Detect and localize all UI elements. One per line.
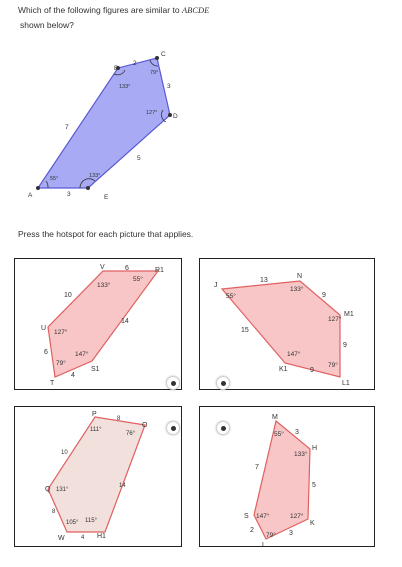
side-label: 8 <box>117 416 121 422</box>
vertex-label: D <box>173 113 178 120</box>
angle-label: 55° <box>274 431 284 438</box>
option-2-figure <box>200 259 374 389</box>
option-3-radio[interactable] <box>166 421 180 435</box>
option-1-figure <box>15 259 181 389</box>
angle-label: 127° <box>290 513 304 520</box>
side-label: 2 <box>133 60 137 67</box>
angle-label: 55° <box>226 293 236 300</box>
angle-label: 133° <box>290 286 304 293</box>
vertex-label: M1 <box>344 311 354 318</box>
option-2-panel[interactable] <box>199 258 375 390</box>
vertex-label: H <box>312 445 318 452</box>
angle-label: 127° <box>146 110 158 116</box>
side-label: 4 <box>71 372 75 379</box>
side-label: 3 <box>289 530 293 537</box>
side-label: 9 <box>310 367 314 374</box>
side-label: 10 <box>61 450 68 456</box>
vertex-label: W <box>58 535 65 542</box>
side-label: 5 <box>137 155 141 162</box>
angle-label: 55° <box>133 276 143 283</box>
angle-label: 55° <box>50 176 59 182</box>
option-4-radio[interactable] <box>216 421 230 435</box>
angle-label: 133° <box>294 451 308 458</box>
vertex-label: E <box>104 194 109 201</box>
option-1-radio[interactable] <box>166 376 180 390</box>
side-label: 14 <box>119 483 126 489</box>
side-label: 3 <box>295 429 299 436</box>
side-label: 8 <box>52 509 56 515</box>
vertex-label: L1 <box>342 380 350 387</box>
angle-label: 79° <box>266 532 276 539</box>
vertex-label: K1 <box>279 366 288 373</box>
option-3-figure <box>15 407 181 546</box>
angle-label: 133° <box>97 282 111 289</box>
vertex-label: H1 <box>97 533 106 540</box>
angle-label: 133° <box>89 173 101 179</box>
angle-label: 127° <box>54 329 68 336</box>
angle-label: 105° <box>66 520 79 526</box>
instruction-text: Press the hotspot for each picture that applies. <box>18 229 194 239</box>
vertex-label: U <box>41 325 47 332</box>
angle-label: 147° <box>75 351 89 358</box>
vertex-label: K <box>310 520 315 527</box>
side-label: 9 <box>322 292 326 299</box>
side-label: 14 <box>121 318 129 325</box>
question-text: Which of the following figures are similar to ABCDE shown below? <box>18 5 210 30</box>
vertex-label: M <box>272 414 278 421</box>
vertex-label: B <box>114 65 119 72</box>
angle-label: 79° <box>56 360 66 367</box>
option-3-panel[interactable] <box>14 406 182 547</box>
vertex-label: V <box>100 264 105 271</box>
angle-label: 133° <box>119 84 131 90</box>
angle-label: 115° <box>85 518 97 524</box>
side-label: 13 <box>260 277 268 284</box>
vertex-label: C <box>161 51 166 58</box>
angle-label: 147° <box>256 513 270 520</box>
side-label: 3 <box>167 83 171 90</box>
vertex-label: O <box>142 422 148 429</box>
side-label: 6 <box>44 349 48 356</box>
option-1-panel[interactable] <box>14 258 182 390</box>
vertex-label: N <box>297 273 303 280</box>
vertex-label: P <box>92 411 97 418</box>
side-label: 5 <box>312 482 316 489</box>
vertex-label: Q <box>45 486 51 493</box>
side-label: 15 <box>241 327 249 334</box>
side-label: 9 <box>343 342 347 349</box>
angle-label: 79° <box>150 70 159 76</box>
figure-name: ABCDE <box>181 5 210 15</box>
angle-label: 111° <box>90 427 102 433</box>
option-2-radio[interactable] <box>216 376 230 390</box>
angle-label: 79° <box>328 362 338 369</box>
vertex-label: T <box>50 380 55 387</box>
vertex-label: A <box>28 192 33 199</box>
side-label: 6 <box>125 265 129 272</box>
angle-label: 131° <box>56 487 69 493</box>
side-label: 7 <box>255 464 259 471</box>
side-label: 10 <box>64 292 72 299</box>
angle-label: 127° <box>328 316 342 323</box>
vertex-label: L <box>262 542 266 546</box>
vertex-label: S1 <box>91 366 100 373</box>
vertex-label: J <box>214 282 218 289</box>
side-label: 4 <box>81 535 85 541</box>
vertex-label: S <box>244 513 249 520</box>
angle-label: 147° <box>287 351 301 358</box>
vertex-label: R1 <box>155 267 164 274</box>
side-label: 7 <box>65 124 69 131</box>
side-label: 3 <box>67 191 71 198</box>
angle-label: 76° <box>126 431 136 437</box>
side-label: 2 <box>250 527 254 534</box>
